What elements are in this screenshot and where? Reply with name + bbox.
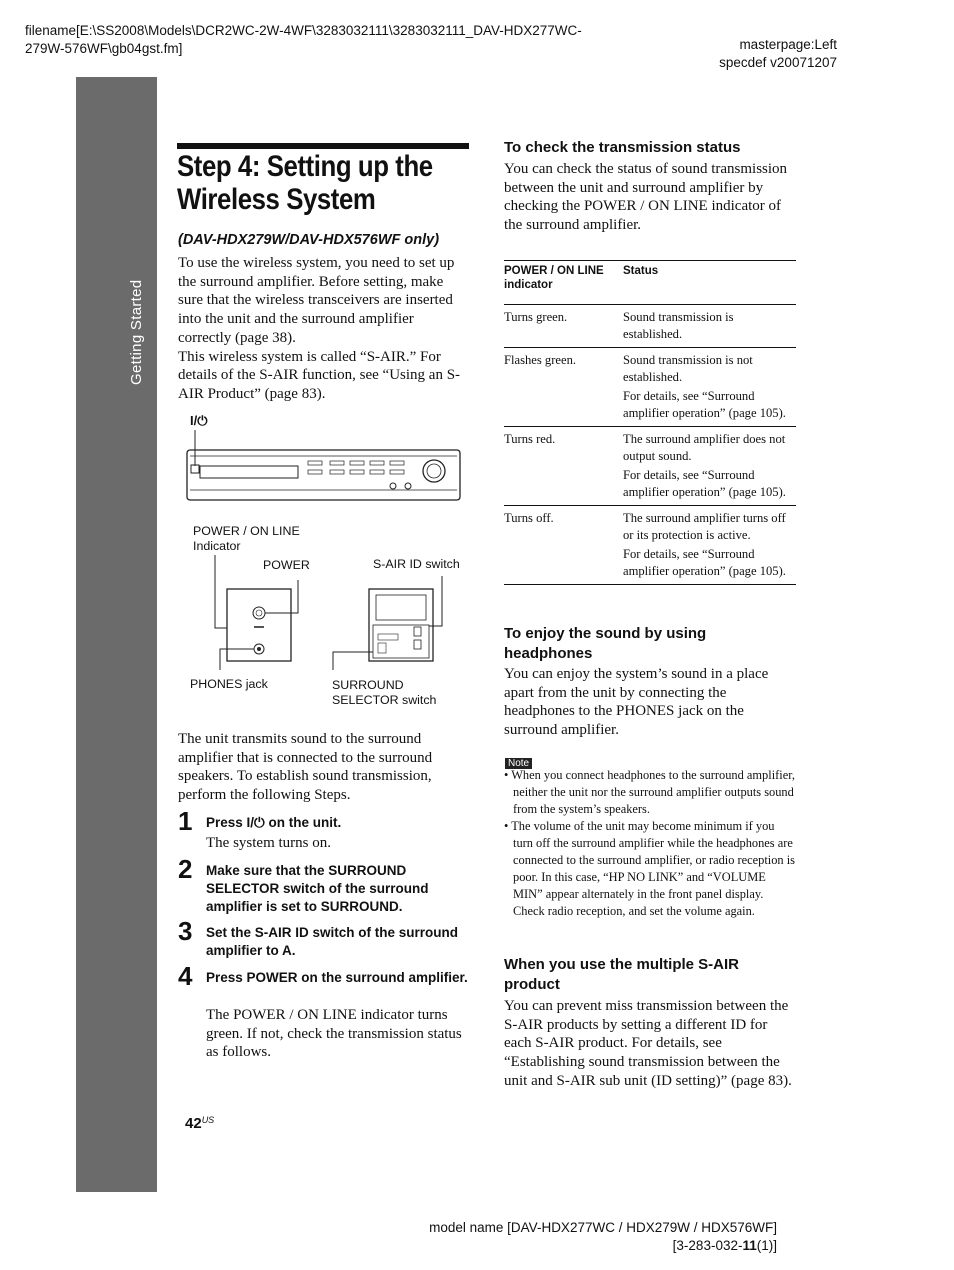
- step-1: [178, 808, 470, 856]
- step-2: [178, 856, 470, 918]
- headphones-paragraph: You can enjoy the system’s sound in a place apart from the unit by connecting the headphones to the PHONES jack on the surround amplifier.: [504, 666, 769, 739]
- status-table: [504, 260, 796, 585]
- table-row: Flashes green. Sound transmission is not established. For details, see “Surround amplifier operation” (page 105).: [504, 348, 796, 427]
- power-symbol-label: I/⏻: [190, 413, 208, 428]
- table-row: Turns green. Sound transmission is established.: [504, 305, 796, 348]
- footer: [429, 1219, 777, 1255]
- power-label: POWER: [263, 558, 310, 572]
- part-number: [3-283-032-11(1)]: [672, 1238, 777, 1253]
- main-unit-drawing: [187, 450, 460, 500]
- intro-paragraph-1: To use the wireless system, you need to set up the surround amplifier. Before setting, make sure that the wireless transceivers are inserted into the unit and the surround amplifier correctly (page 38).: [178, 255, 455, 346]
- phones-jack-label: PHONES jack: [190, 677, 268, 691]
- intro-text: [178, 254, 470, 404]
- step-text: Press POWER on the surround amplifier.: [206, 970, 468, 985]
- step-number: 4: [178, 961, 193, 991]
- sair-id-switch-label: S-AIR ID switch: [373, 557, 460, 571]
- page-number: $42^{US}$: [185, 1115, 215, 1132]
- step-text: Press I/⏻ on the unit.: [206, 815, 342, 830]
- steps-list: [178, 808, 470, 1063]
- indicator-label: POWER / ON LINE Indicator: [193, 524, 300, 553]
- filename-line-2: 279W-576WF\gb04gst.fm]: [25, 41, 183, 56]
- filename-line-1: filename[E:\SS2008\Models\DCR2WC-2W-4WF\3283032111\3283032111_DAV-HDX277WC-: [25, 23, 582, 38]
- headphones-heading: To enjoy the sound by using headphones: [504, 625, 707, 662]
- list-item: • When you connect headphones to the surround amplifier, neither the unit nor the surround amplifier outputs sound from the system’s speakers.: [504, 768, 795, 816]
- surround-amplifier-front-drawing: [227, 589, 291, 661]
- intro-paragraph-2: This wireless system is called “S-AIR.” For details of the S-AIR function, see “Using an S-AIR Product” (page 83).: [178, 348, 461, 402]
- step-text: Set the S-AIR ID switch of the surround amplifier to A.: [206, 925, 459, 958]
- table-row: Turns off. The surround amplifier turns off or its protection is active. For details, see “Surround amplifier operation” (page 105).: [504, 506, 796, 585]
- page-title: [177, 150, 435, 216]
- table-row: Turns red. The surround amplifier does not output sound. For details, see “Surround amplifier operation” (page 105).: [504, 427, 796, 506]
- selector-switch-label: SURROUND SELECTOR switch: [332, 678, 437, 707]
- masterpage-header: [719, 36, 837, 72]
- step-detail: The system turns on.: [206, 835, 331, 851]
- check-status-heading: To check the transmission status: [504, 139, 741, 156]
- list-item: • The volume of the unit may become minimum if you turn off the surround amplifier while the headphones are connected to the surround amplifier, or radio reception is poor. In this case, “HP NO LINK” and “VOLUME MIN” appear alternately in the front panel display. Check radio reception, and set the volume again.: [504, 819, 795, 918]
- title-line-2: Wireless System: [177, 183, 376, 216]
- filename-header: [25, 22, 645, 58]
- title-line-1: Step 4: Setting up the: [177, 150, 433, 183]
- note-badge: Note: [505, 753, 532, 771]
- model-subtitle: (DAV-HDX279W/DAV-HDX576WF only): [178, 232, 440, 248]
- step-text: Make sure that the SURROUND SELECTOR switch of the surround amplifier is set to SURROUND.: [206, 863, 429, 914]
- check-status-paragraph: You can check the status of sound transmission between the unit and surround amplifier by checking the POWER / ON LINE indicator of the surround amplifier.: [504, 161, 788, 234]
- title-rule: [177, 143, 469, 149]
- step-detail: The POWER / ON LINE indicator turns green. If not, check the transmission status as follows.: [206, 1007, 462, 1061]
- table-header-row: [504, 261, 796, 305]
- note-list: [504, 767, 796, 920]
- column-header-indicator: POWER / ON LINE indicator: [504, 265, 604, 291]
- model-name: model name [DAV-HDX277WC / HDX279W / HDX576WF]: [429, 1220, 777, 1235]
- step-number: 3: [178, 916, 193, 946]
- step-3: [178, 918, 470, 963]
- section-label: Getting Started: [128, 279, 145, 385]
- step-number: 2: [178, 854, 193, 884]
- multiple-sair-paragraph: You can prevent miss transmission between the S-AIR products by setting a different ID for each S-AIR product. For details, see “Establishing sound transmission between the unit and S-AIR sub unit (ID setting)” (page 83).: [504, 998, 792, 1089]
- masterpage-label: masterpage:Left: [739, 37, 837, 52]
- surround-amplifier-rear-drawing: [369, 589, 433, 661]
- specdef-label: specdef v20071207: [719, 55, 837, 70]
- multiple-sair-heading: When you use the multiple S-AIR product: [504, 956, 740, 993]
- transmit-paragraph: The unit transmits sound to the surround amplifier that is connected to the surround speakers. To establish sound transmission, perform the following Steps.: [178, 731, 433, 804]
- step-4: [178, 963, 470, 1063]
- section-sidebar: [76, 77, 157, 1192]
- step-number: 1: [178, 806, 193, 836]
- column-header-status: Status: [623, 265, 659, 277]
